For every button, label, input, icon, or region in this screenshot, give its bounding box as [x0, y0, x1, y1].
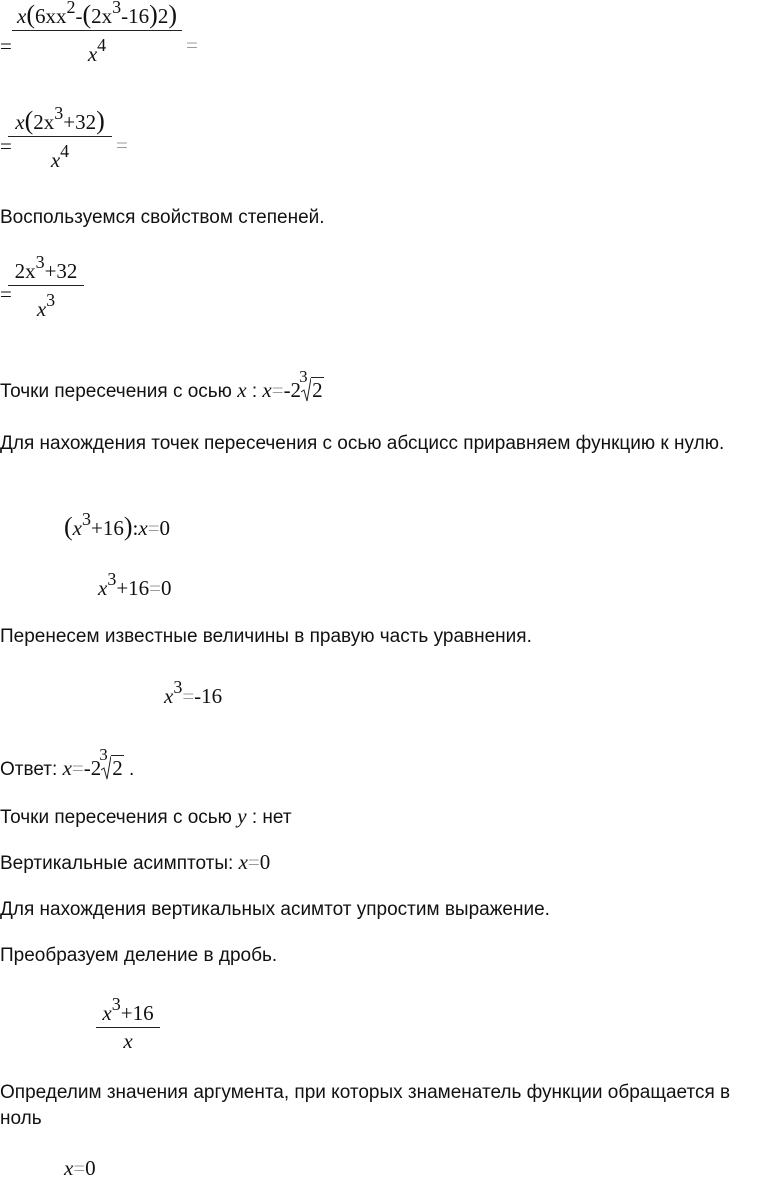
fraction-3-numerator: 2x3+32 [14, 252, 78, 283]
note-powers: Воспользуемся свойством степеней. [0, 207, 325, 228]
x-intersections-explain: Для нахождения точек пересечения с осью абсцисс приравняем функцию к нулю. [0, 433, 725, 454]
fraction-1 [12, 2, 182, 68]
fraction-3-lead: = [0, 282, 12, 306]
fraction-4 [96, 994, 160, 1054]
x-intersections-line: Точки пересечения с осью x : x=-2 3 2 [0, 367, 323, 402]
vertical-asymptotes-line: Вертикальные асимптоты: x=0 [0, 850, 271, 874]
final-equation: x=0 [64, 1156, 96, 1180]
fraction-2-denominator: x4 [50, 141, 70, 172]
denominator-note: Определим значения аргумента, при которых знаменатель функции обращается в ноль [0, 1082, 731, 1129]
cube-root-icon: 3 2 [99, 745, 123, 780]
fraction-2-numerator: x(2x3+32) [15, 103, 105, 135]
fraction-2 [8, 103, 112, 174]
fraction-2-lead: = [0, 134, 12, 158]
answer-line: Ответ: x=-2 3 2 . [0, 745, 135, 780]
fraction-1-denominator: x4 [87, 35, 107, 66]
equation-1: (x3+16):x=0 [64, 509, 171, 541]
fraction-1-trail: = [186, 33, 198, 57]
y-intersections-line: Точки пересечения с осью y : нет [0, 804, 292, 828]
fraction-3 [8, 252, 84, 323]
move-note: Перенесем известные величины в правую часть уравнения. [0, 626, 532, 647]
fraction-1-lead: = [0, 34, 12, 58]
convert-note: Преобразуем деление в дробь. [0, 945, 278, 966]
equation-2: x3+16=0 [98, 569, 172, 600]
asymptotes-explain: Для нахождения вертикальных асимтот упростим выражение. [0, 899, 550, 920]
fraction-3-denominator: x3 [36, 290, 56, 321]
fraction-1-numerator: x(6xx2-(2x3-16)2) [16, 0, 177, 29]
cube-root-icon: 3 2 [299, 367, 323, 402]
fraction-4-denominator: x [123, 1029, 133, 1053]
equation-3: x3=-16 [164, 677, 223, 708]
fraction-2-trail: = [116, 133, 128, 157]
fraction-4-numerator: x3+16 [102, 994, 154, 1025]
